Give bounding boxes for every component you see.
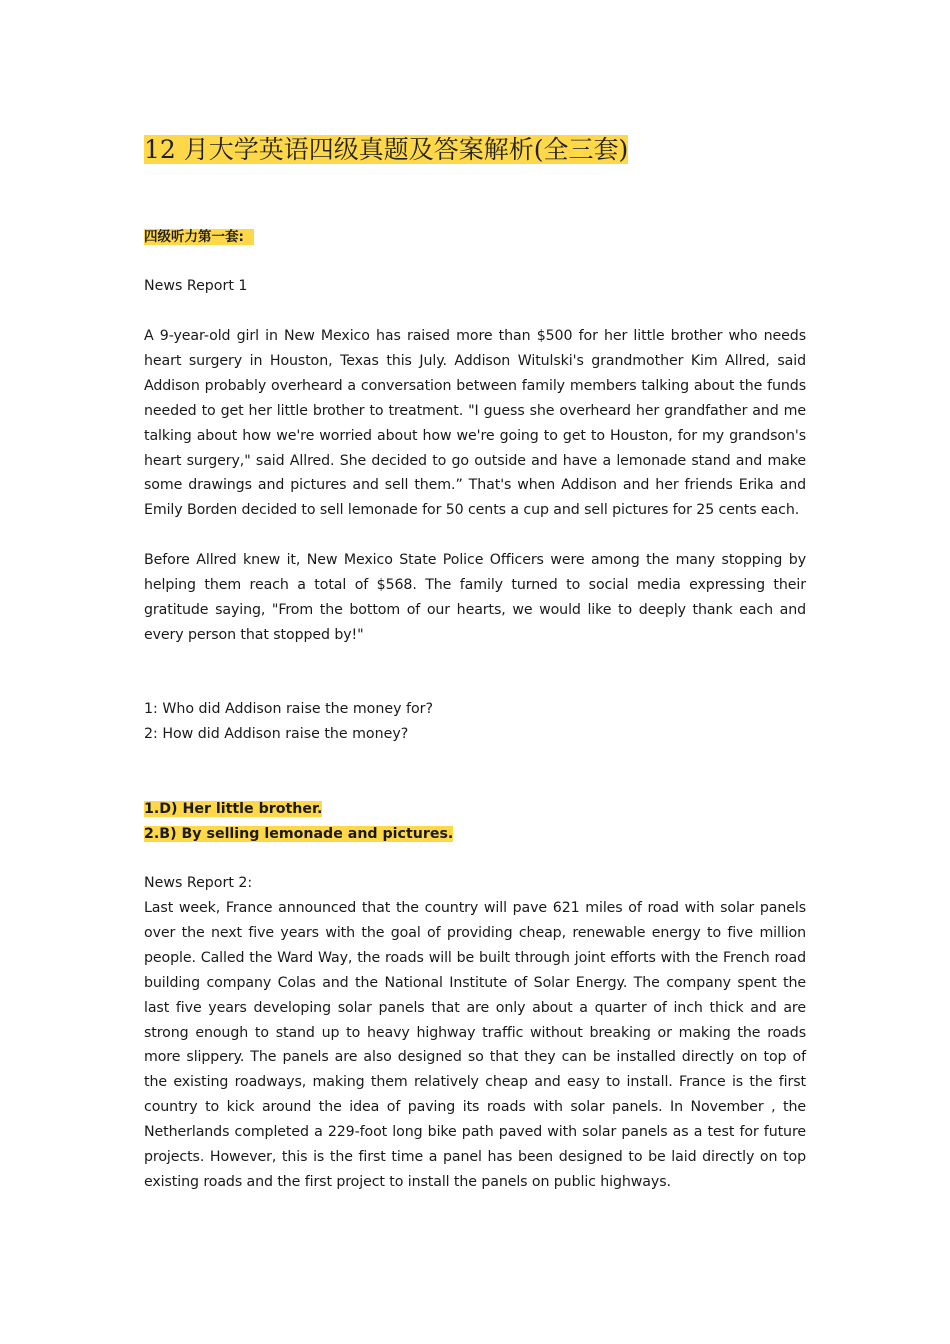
report1-paragraph-2: Before Allred knew it, New Mexico State Police Officers were among the many stopping by helping them reach a total of $568. The family turned to social media expressing their gratitude saying, "From the bottom of our hearts, we would like to deeply thank each and every person that stopped by!" xyxy=(144,552,806,643)
question-1: 1: Who did Addison raise the money for? xyxy=(144,701,434,717)
section-title-highlight: 四级听力第一套: xyxy=(144,229,254,245)
question-2: 2: How did Addison raise the money? xyxy=(144,726,409,742)
answer-1 xyxy=(144,797,322,822)
document-title xyxy=(144,133,628,167)
title-highlight: 12 月大学英语四级真题及答案解析(全三套) xyxy=(144,135,629,164)
answer-1-highlight: 1.D) Her little brother. xyxy=(144,801,323,817)
report1-heading: News Report 1 xyxy=(144,278,248,294)
report1-paragraph-1: A 9-year-old girl in New Mexico has raised more than $500 for her little brother who needs heart surgery in Houston, Texas this July. Addison Witulski's grandmother Kim Allred, said Addison probably overheard a conversation between family members talking about the funds needed to get her little brother to treatment. "I guess she overheard her grandfather and me talking about how we're worried about how we're going to get to Houston, for my grandson's heart surgery," said Allred. She decided to go outside and have a lemonade stand and make some drawings and pictures and sell them.” That's when Addison and her friends Erika and Emily Borden decided to sell lemonade for 50 cents a cup and sell pictures for 25 cents each. xyxy=(144,328,806,519)
section-title xyxy=(144,227,254,247)
report2-paragraph: Last week, France announced that the country will pave 621 miles of road with solar panels over the next five years with the goal of providing cheap, renewable energy to five million people. Called the Ward Way, the roads will be built through joint efforts with the French road building company Colas and the National Institute of Solar Energy. The company spent the last five years developing solar panels that are only about a quarter of inch thick and are strong enough to stand up to heavy highway traffic without breaking or making the roads more slippery. The panels are also designed so that they can be installed directly on top of the existing roadways, making them relatively cheap and easy to install. France is the first country to kick around the idea of paving its roads with solar panels. In November , the Netherlands completed a 229-foot long bike path paved with solar panels as a test for future projects. However, this is the first time a panel has been designed to be laid directly on top existing roads and the first project to install the panels on public highways. xyxy=(144,900,806,1190)
answer-2-highlight: 2.B) By selling lemonade and pictures. xyxy=(144,826,454,842)
answer-2 xyxy=(144,822,453,847)
report2-heading: News Report 2: xyxy=(144,875,253,891)
